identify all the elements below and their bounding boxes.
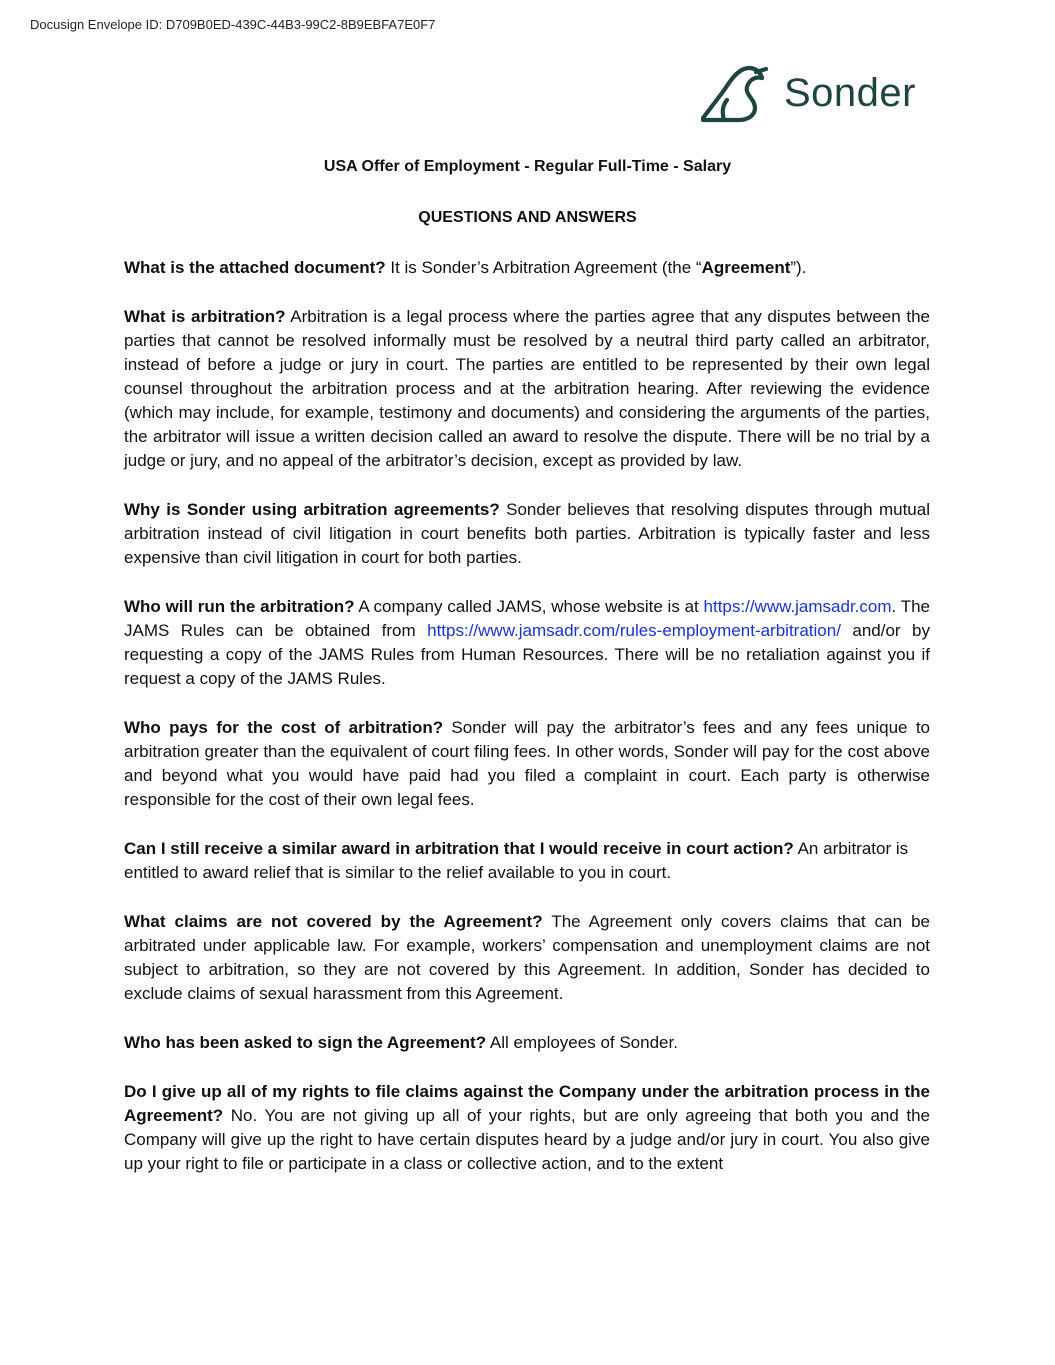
question: What claims are not covered by the Agreement? — [124, 912, 543, 931]
question: What is the attached document? — [124, 258, 386, 277]
bird-logo-icon — [700, 63, 770, 123]
jams-website-link[interactable]: https://www.jamsadr.com — [703, 597, 892, 616]
jams-rules-link[interactable]: https://www.jamsadr.com/rules-employment-arbitration/ — [427, 621, 841, 640]
qa-item-why-arbitration — [124, 498, 930, 570]
answer: No. You are not giving up all of your rights, but are only agreeing that both you and the Company will give up the right to have certain disputes heard by a judge and/or jury in court. You also give up your right to file or participate in a class or collective action, and to the extent — [124, 1106, 930, 1173]
qa-section — [124, 256, 930, 1201]
qa-item-similar-award — [124, 837, 930, 885]
envelope-id: Docusign Envelope ID: D709B0ED-439C-44B3-99C2-8B9EBFA7E0F7 — [30, 17, 436, 32]
qa-item-attached-document — [124, 256, 930, 280]
answer: ”). — [790, 258, 807, 277]
qa-item-what-is-arbitration — [124, 305, 930, 473]
question: Who will run the arbitration? — [124, 597, 355, 616]
qa-item-who-signs — [124, 1031, 930, 1055]
sonder-logo — [700, 62, 932, 124]
answer-bold-term: Agreement — [701, 258, 791, 277]
answer: All employees of Sonder. — [486, 1033, 678, 1052]
answer: An arbitrator is entitled to award relief that is similar to the relief available to you in court. — [124, 839, 909, 882]
answer: The Agreement only covers claims that can be arbitrated under applicable law. For example, workers’ compensation and unemployment claims are not subject to arbitration, so they are not covered by this Agreement. In addition, Sonder has decided to exclude claims of sexual harassment from this Agreement. — [124, 912, 930, 1003]
question: Who has been asked to sign the Agreement? — [124, 1033, 487, 1052]
qa-item-give-up-rights — [124, 1080, 930, 1176]
question: Who pays for the cost of arbitration? — [124, 718, 444, 737]
logo-wordmark: Sonder — [784, 70, 916, 115]
qa-item-who-pays — [124, 716, 930, 812]
answer: . The JAMS Rules can be obtained from — [124, 597, 930, 640]
question: Why is Sonder using arbitration agreements? — [124, 500, 500, 519]
answer: It is Sonder’s Arbitration Agreement (the “ — [385, 258, 702, 277]
question: Do I give up all of my rights to file claims against the Company under the arbitration process in the Agreement? — [124, 1082, 930, 1125]
answer: Sonder believes that resolving disputes through mutual arbitration instead of civil litigation in court benefits both parties. Arbitration is typically faster and less expensive than civil litigation in court for both parties. — [124, 500, 930, 567]
qa-item-claims-not-covered — [124, 910, 930, 1006]
answer: Arbitration is a legal process where the parties agree that any disputes between the parties that cannot be resolved informally must be resolved by a neutral third party called an arbitrator, instead of before a judge or jury in court. The parties are entitled to be represented by their own legal counsel throughout the arbitration process and at the arbitration hearing. After reviewing the evidence (which may include, for example, testimony and documents) and considering the arguments of the parties, the arbitrator will issue a written decision called an award to resolve the dispute. There will be no trial by a judge or jury, and no appeal of the arbitrator’s decision, except as provided by law. — [124, 307, 930, 470]
document-title: USA Offer of Employment - Regular Full-Time - Salary — [323, 158, 732, 175]
section-heading: QUESTIONS AND ANSWERS — [418, 209, 637, 226]
question: Can I still receive a similar award in arbitration that I would receive in court action? — [124, 839, 794, 858]
qa-item-who-runs-arbitration — [124, 595, 930, 691]
answer: and/or by requesting a copy of the JAMS Rules from Human Resources. There will be no retaliation against you if request a copy of the JAMS Rules. — [124, 621, 930, 688]
answer: A company called JAMS, whose website is at — [354, 597, 704, 616]
answer: Sonder will pay the arbitrator’s fees and any fees unique to arbitration greater than the equivalent of court filing fees. In other words, Sonder will pay for the cost above and beyond what you would have paid had you filed a complaint in court. Each party is otherwise responsible for the cost of their own legal fees. — [124, 718, 931, 809]
question: What is arbitration? — [124, 307, 286, 326]
